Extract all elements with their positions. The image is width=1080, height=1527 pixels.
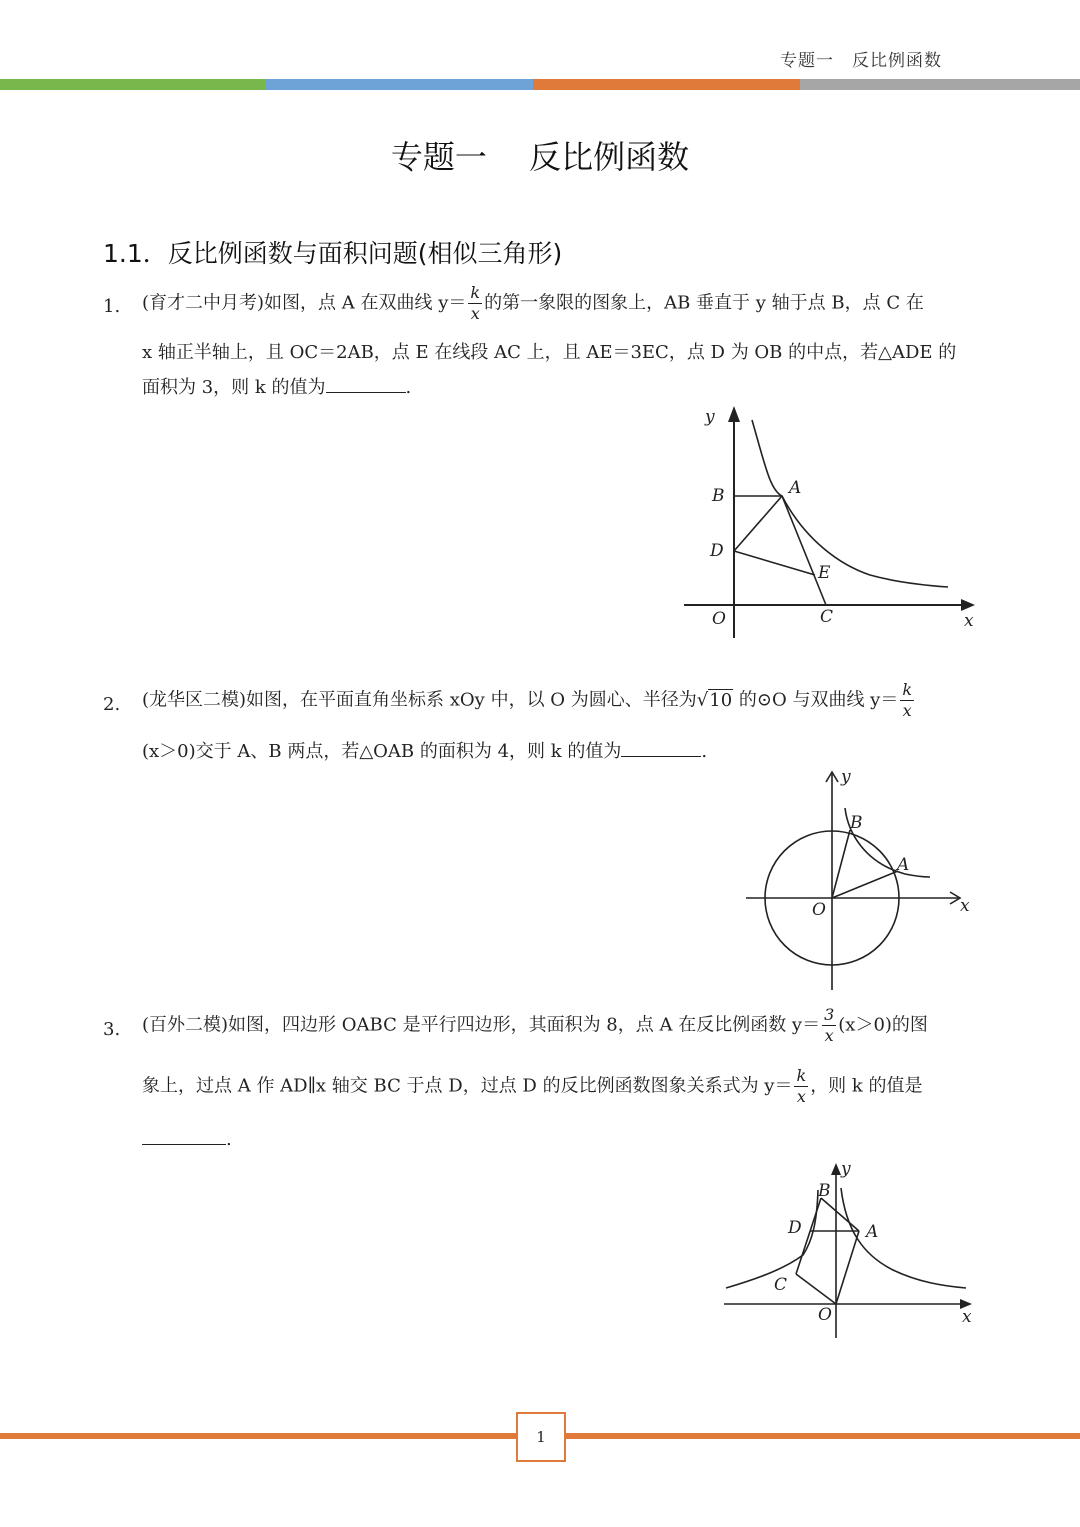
problem-2-number: 2. xyxy=(103,694,121,715)
label-B: B xyxy=(850,813,863,833)
sqrt-10: √10 xyxy=(696,689,733,711)
figure-3 xyxy=(718,1160,983,1345)
problem-3-line-2: 象上，过点 A 作 AD∥x 轴交 BC 于点 D，过点 D 的反比例函数图象关系式为 y＝ $\frac{k}{x}$ ，则 k 的值是 xyxy=(142,1066,923,1106)
label-E: E xyxy=(818,563,831,583)
label-C: C xyxy=(774,1275,788,1295)
label-B: B xyxy=(712,486,725,506)
figure-1 xyxy=(670,400,990,645)
label-A: A xyxy=(897,855,910,875)
fraction-3-over-x: $\frac{3}{x}$ xyxy=(824,1005,835,1045)
hyperbola-left-branch xyxy=(726,1190,818,1288)
x-axis-arrow xyxy=(961,599,975,611)
label-O: O xyxy=(712,609,726,629)
label-O: O xyxy=(812,900,826,920)
answer-blank-2[interactable] xyxy=(621,742,701,757)
hyperbola-curve xyxy=(752,420,948,587)
problem-1-number: 1. xyxy=(103,296,121,317)
label-A: A xyxy=(789,478,802,498)
answer-blank-1[interactable] xyxy=(326,378,406,393)
page-number: 1 xyxy=(516,1412,566,1462)
label-O: O xyxy=(818,1305,832,1325)
label-x: x xyxy=(962,1307,972,1327)
fraction-k-over-x: $\frac{k}{x}$ xyxy=(470,283,481,323)
label-B: B xyxy=(818,1181,831,1201)
problem-2-line-1: (龙华区二模)如图，在平面直角坐标系 xOy 中，以 O 为圆心、半径为√10 的⊙O 与双曲线 y＝ $\frac{k}{x}$ xyxy=(142,680,913,720)
problem-3-number: 3. xyxy=(103,1019,121,1040)
color-bar-orange xyxy=(533,79,800,90)
segment-DE xyxy=(734,551,815,575)
color-bar-gray xyxy=(800,79,1080,90)
label-x: x xyxy=(964,611,974,631)
label-y: y xyxy=(841,1160,851,1179)
segment-OB xyxy=(832,830,850,898)
fraction-k-over-x: $\frac{k}{x}$ xyxy=(902,680,913,720)
label-y: y xyxy=(705,407,715,427)
figure-2 xyxy=(740,768,980,993)
problem-3-line-3: . xyxy=(142,1130,232,1149)
running-header: 专题一 反比例函数 xyxy=(780,51,942,71)
segment-OA xyxy=(832,871,898,898)
page-title: 专题一 反比例函数 xyxy=(390,138,690,176)
segment-AB xyxy=(821,1198,859,1231)
fraction-k-over-x: $\frac{k}{x}$ xyxy=(796,1066,807,1106)
segment-AD xyxy=(734,496,782,551)
label-x: x xyxy=(960,896,970,916)
answer-blank-3[interactable] xyxy=(142,1130,226,1145)
problem-2-line-2: (x＞0)交于 A、B 两点，若△OAB 的面积为 4，则 k 的值为 . xyxy=(142,741,708,762)
y-axis-arrow xyxy=(831,1163,841,1175)
color-bar-blue xyxy=(266,79,533,90)
problem-1-line-3: 面积为 3，则 k 的值为 . xyxy=(142,377,412,398)
label-A: A xyxy=(866,1222,879,1242)
label-y: y xyxy=(841,768,851,787)
segment-OA xyxy=(836,1231,859,1304)
problem-1-line-2: x 轴正半轴上，且 OC＝2AB，点 E 在线段 AC 上，且 AE＝3EC，点 D 为 OB 的中点，若△ADE 的 xyxy=(142,342,957,363)
hyperbola-right-branch xyxy=(841,1188,966,1288)
segment-AC xyxy=(782,496,826,605)
y-axis-arrow xyxy=(728,406,740,422)
problem-1-line-1 xyxy=(142,285,924,322)
segment-CO xyxy=(796,1274,836,1304)
label-D: D xyxy=(710,541,724,561)
problem-1-text-a: (育才二中月考)如图，点 A 在双曲线 y＝ xyxy=(142,292,467,314)
color-bar-green xyxy=(0,79,266,90)
label-D: D xyxy=(788,1218,802,1238)
problem-3-line-1: (百外二模)如图，四边形 OABC 是平行四边形，其面积为 8，点 A 在反比例函数 y＝ $\frac{3}{x}$ (x＞0)的图 xyxy=(142,1005,928,1045)
problem-1-text-b: 的第一象限的图象上，AB 垂直于 y 轴于点 B，点 C 在 xyxy=(484,292,924,314)
section-heading: 1.1．反比例函数与面积问题(相似三角形) xyxy=(103,239,563,268)
label-C: C xyxy=(820,607,834,627)
